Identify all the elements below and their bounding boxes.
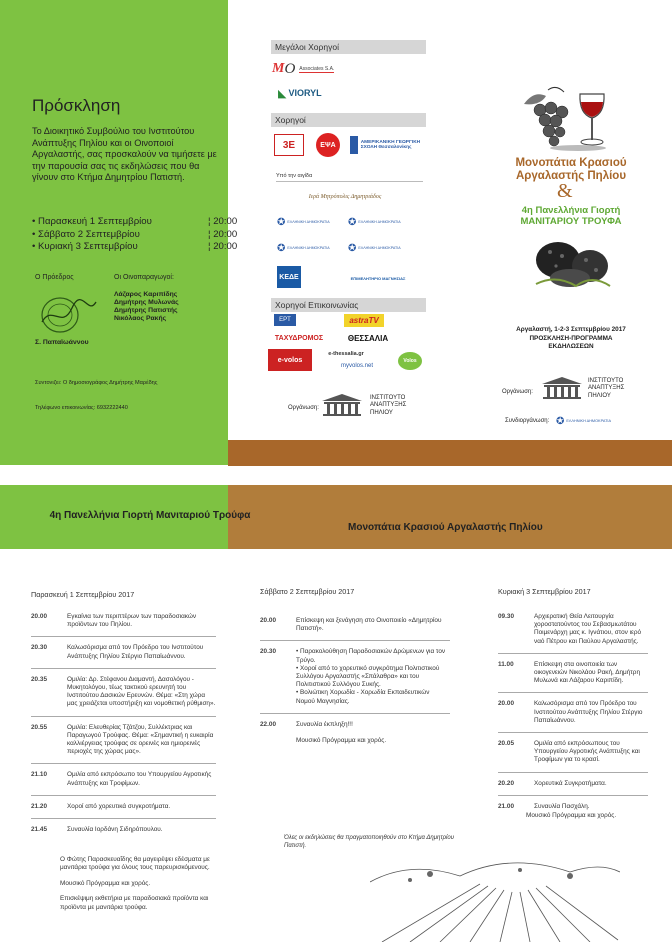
patronage-logo: ✪ ΕΛΛΗΝΙΚΗ ΔΗΜΟΚΡΑΤΙΑ	[348, 216, 401, 228]
major-sponsors-header: Μεγάλοι Χορηγοί	[271, 40, 426, 54]
astratv-logo: astraTV	[344, 314, 384, 327]
truffle-illustration	[530, 236, 614, 288]
kede-logo: ΚΕΔΕ	[277, 266, 301, 288]
schedule-row: 20.35 Ομιλία: Δρ. Στέφανου Διαμαντή, Δασολόγου - Μυκητολόγου, τέως τακτικού ερευνητή του Ινστιτούτου Δασικών Ερευνών. Θέμα: «Στη χώρα μας χρειάζεται υποστήριξη και νομοθετική ρύθμιση».	[31, 675, 216, 708]
wine-route-title: Μονοπάτια Κρασιού Αργαλαστής Πηλίου	[515, 157, 627, 182]
schedule-row: 20.00 Επίσκεψη και ξενάγηση στο Οινοποιείο «Δημητρίου Πατιστή».	[260, 617, 442, 633]
event-date-block: Αργαλαστή, 1-2-3 Σεπτεμβρίου 2017 ΠΡΟΣΚΛΗΣΗ-ΠΡΟΓΡΑΜΜΑ ΕΚΔΗΛΩΣΕΩΝ	[516, 326, 626, 350]
poster-organization-name: ΙΝΣΤΙΤΟΥΤΟ ΑΝΑΠΤΥΞΗΣ ΠΗΛΙΟΥ	[588, 378, 625, 399]
event-dates	[32, 216, 237, 254]
coorganization-label: Συνδιοργάνωση:	[505, 418, 550, 424]
organization-name: ΙΝΣΤΙΤΟΥΤΟ ΑΝΑΠΤΥΞΗΣ ΠΗΛΙΟΥ	[370, 395, 407, 416]
schedule-row: 20.00 Καλωσόρισμα από τον Πρόεδρο του Ινστιτούτου Ανάπτυξης Πηλίου Στέργιο Παπαϊωάννου.	[498, 700, 643, 724]
thessalia-logo: ΘΕΣΣΑΛΙΑ	[347, 333, 389, 343]
schedule-row: 20.30 Καλωσόρισμα από τον Πρόεδρο του Ινστιτούτου Ανάπτυξης Πηλίου Στέργιο Παπαϊωάννου.	[31, 644, 204, 660]
volos-logo: Volos	[398, 352, 422, 370]
divider	[276, 181, 423, 182]
schedule-row: 20.05 Ομιλία από εκπρόσωπους του Υπουργείου Αγροτικής Ανάπτυξης και Τροφίμων για το κρασί.	[498, 740, 640, 764]
friday-title: Παρασκευή 1 Σεπτεμβρίου 2017	[31, 590, 135, 599]
vineyard-sketch	[370, 852, 620, 942]
vioryl-logo: ◣ VIORYL	[278, 87, 322, 100]
friday-notes: Ο Φώτης Παρασκευαΐδης θα μαγειρέψει εδέσματα με μανιτάρια τρούφα για όλους τους παρευρισκόμενους. Μουσικό Πρόγραμμα και χορός. Επισκέψιμη εκθετήρια με παραδοσιακά προϊόντα και προϊόντα με μανιτάρια τρούφα.	[60, 856, 210, 911]
sunday-closing: Μουσικό Πρόγραμμα και χορός.	[526, 812, 617, 819]
sponsor-logo-epsa: ΕΨΑ	[316, 133, 340, 157]
brown-accent-bar	[228, 440, 672, 466]
president-name: Σ. Παπαϊωάννου	[35, 339, 89, 346]
patronage-logo: ✪ ΕΛΛΗΝΙΚΗ ΔΗΜΟΚΡΑΤΙΑ	[277, 216, 330, 228]
sponsor-logo-3e: 3Ε	[274, 134, 304, 156]
president-label: Ο Πρόεδρος	[35, 274, 74, 281]
patronage-logo: ✪ ΕΛΛΗΝΙΚΗ ΔΗΜΟΚΡΑΤΙΑ	[277, 242, 330, 254]
schedule-row: 21.00 Συναυλία Πασχάλη.	[498, 802, 590, 810]
invitation-title: Πρόσκληση	[32, 96, 121, 115]
saturday-schedule	[260, 617, 450, 752]
organizers-list: Λάζαρος Καριπίδης Δημήτρης Μυλωνάς Δημήτρης Πατιστής Νικόλαος Ρακής	[114, 291, 179, 322]
media-sponsors-header: Χορηγοί Επικοινωνίας	[271, 298, 426, 312]
associates-logo: M O Associates S.A.	[272, 60, 335, 77]
schedule-row: 09.30 Αρχιερατική Θεία Λειτουργία χοροστατούντος του Σεβασμιωτάτου Ποιμενάρχη μας κ. Ιγνάτιου, στον ιερό ναό Πέτρου και Παύλου Αργαλαστής.	[498, 613, 642, 645]
patronage-label: Υπό την αιγίδα	[276, 173, 313, 179]
saturday-title: Σάββατο 2 Σεπτεμβρίου 2017	[260, 587, 355, 596]
truffle-festival-title: 4η Πανελλήνια Γιορτή ΜΑΝΙΤΑΡΙΟΥ ΤΡΟΥΦΑ	[520, 205, 622, 227]
coorganization-logo: ✪ ΕΛΛΗΝΙΚΗ ΔΗΜΟΚΡΑΤΙΑ	[556, 415, 611, 427]
ethessalia-logo: e-thessalia.gr	[328, 351, 364, 357]
institute-building-icon	[318, 392, 366, 418]
sunday-title: Κυριακή 3 Σεπτεμβρίου 2017	[498, 587, 591, 596]
schedule-row: 11.00 Επίσκεψη στα οινοποιεία των οικογενειών Νικολάου Ρακή, Δημήτρη Μυλωνά και Λάζαρου Καριπίδη.	[498, 660, 640, 685]
schedule-row: 20.55 Ομιλία: Ελευθερίας Τζάτζου, Συλλέκτριας και Παραγωγού Τρούφας. Θέμα: «Σημαντική η ευκαιρία καλλιέργειας τρούφας σε ορεινές και ημιορεινές περιοχές της χώρας μας».	[31, 723, 214, 756]
schedule-row: 20.20 Χορευτικά Συγκροτήματα.	[498, 779, 607, 787]
friday-schedule	[31, 613, 216, 841]
phone-text: Τηλέφωνο επικοινωνίας: 6932222440	[35, 405, 128, 411]
chamber-logo: ΕΠΙΜΕΛΗΤΗΡΙΟ ΜΑΓΝΗΣΙΑΣ	[350, 275, 406, 281]
saturday-footer: Όλες οι εκδηλώσεις θα πραγματοποιηθούν στο Κτήμα Δημητρίου Πατιστή.	[284, 835, 455, 849]
sponsors-header: Χορηγοί	[271, 113, 426, 127]
poster-institute-building-icon	[538, 375, 586, 401]
organizers-label: Οι Οινοπαραγωγοί:	[114, 274, 174, 281]
sponsor-logo-afs: ΑΜΕΡΙΚΑΝΙΚΗ ΓΕΩΡΓΙΚΗ ΣΧΟΛΗ Θεσσαλονίκης	[350, 134, 422, 156]
poster-organization-label: Οργάνωση:	[502, 389, 533, 395]
metropolis-logo: Ιερά Μητρόπολις Δημητριάδος	[308, 194, 382, 200]
date-item: • Παρασκευή 1 Σεπτεμβρίου ¦ 20:00	[32, 216, 238, 227]
evolos-logo: e-volos	[268, 349, 312, 371]
schedule-row: 20.00 Εγκαίνια των περιπτέρων των παραδοσιακών προϊόντων του Πηλίου.	[31, 613, 197, 629]
coordinator-text: Συντονιζει: Ο δημοσιογράφος Δημήτρης Μαρέδης	[35, 380, 158, 386]
signature-stamp	[38, 296, 98, 334]
schedule-row: 20.30 • Παρακολούθηση Παραδοσιακών Δρώμενων για τον Τρύγο. • Χοροί από το χορευτικό συγκρότημα Πολιτιστικού Συλλόγου Αργαλαστής «Σπάλαθρα» και του Πολιτιστικού Συλλόγου Συκής. • Βολιώτικη Χορωδία - Χορωδία Εκπαιδευτικών Νομού Μαγνησίας.	[260, 648, 446, 705]
truffle-band-title: 4η Πανελλήνια Γιορτή Μανιταριού Τρούφα	[49, 510, 251, 521]
wine-band-title: Μονοπάτια Κρασιού Αργαλαστής Πηλίου	[348, 522, 543, 533]
date-item: • Σάββατο 2 Σεπτεμβρίου ¦ 20:00	[32, 228, 238, 240]
schedule-row: 21.10 Ομιλία από εκπρόσωπο του Υπουργείου Αγροτικής Ανάπτυξης και Τροφίμων.	[31, 771, 212, 787]
schedule-row: 21.45 Συναυλία Ιορδάνη Σιδηρόπουλου.	[31, 826, 163, 834]
myvolos-logo: myvolos.net	[340, 363, 373, 369]
wine-grapes-illustration	[518, 84, 622, 152]
invitation-text: Το Διοικητικό Συμβούλιο του Ινστιτούτου Ανάπτυξης Πηλίου και οι Οινοποιοί Αργαλαστής, σας προσκαλούν να τιμήσετε με την παρουσία σας τις εκδηλώσεις που θα γίνουν στο Κτήμα Δημητρίου Πατιστή.	[32, 126, 217, 183]
organization-label: Οργάνωση:	[288, 405, 319, 411]
date-item: • Κυριακή 3 Σεπτεμβρίου ¦ 20:00	[32, 241, 238, 252]
patronage-logo: ✪ ΕΛΛΗΝΙΚΗ ΔΗΜΟΚΡΑΤΙΑ	[348, 242, 401, 254]
schedule-row: 22.00 Συναυλία έκπληξη!!! Μουσικό Πρόγραμμα και χορός.	[260, 720, 387, 745]
ert-logo: ΕΡΤ	[274, 314, 296, 326]
taxydromos-logo: ΤΑΧΥΔΡΟΜΟΣ	[274, 334, 324, 342]
ampersand: &	[557, 180, 573, 202]
sunday-schedule	[498, 613, 648, 818]
schedule-row: 21.20 Χοροί από χορευτικά συγκροτήματα.	[31, 802, 171, 810]
